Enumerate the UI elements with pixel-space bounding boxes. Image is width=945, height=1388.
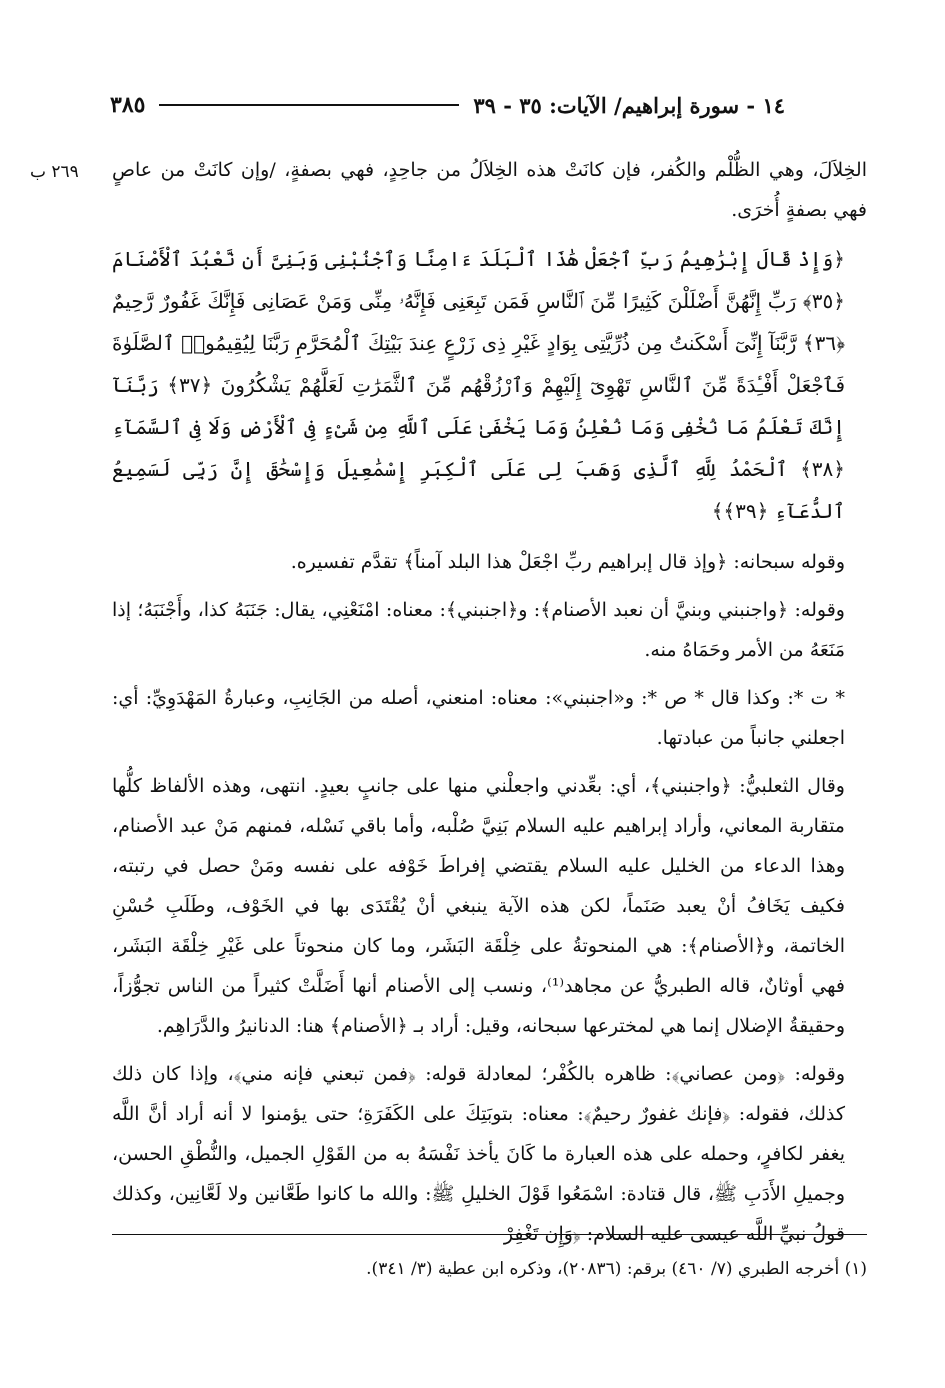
footnote-rule <box>112 1234 867 1235</box>
header-rule <box>159 104 459 106</box>
paragraph-3: وقوله سبحانه: ﴿وإذ قال إبراهيم ربِّ اجْعَلْ هذا البلد آمناً﴾ تقدَّم تفسيره. <box>290 551 845 573</box>
page-header <box>110 92 785 118</box>
paragraph-1: الخِلاَلَ، وهي الظُّلْم والكُفر، فإن كانَتْ هذه الخِلاَلُ من جاحِدٍ، فهي بصفةٍ، /وإن كانَتْ من عاصٍ فهي بصفةٍ أُخرَى. <box>112 159 867 221</box>
main-text <box>112 150 867 1262</box>
paragraph-5: * ت *: وكذا قال * ص *: و«اجنبني»: معناه: امنعني، أصله من الجَانِبِ، وعبارةُ المَهْدَوِيِّ: أي: اجعلني جانباً من عبادتها. <box>112 687 845 749</box>
quran-verses: ﴿وَإِذْ قَالَ إِبْرَٰهِيمُ رَبِّ ٱجْعَلْ هَٰذَا ٱلْبَلَدَ ءَامِنًا وَٱجْنُبْنِى وَبَنِىَّ أَن نَّعْبُدَ ٱلْأَصْنَامَ ﴿٣٥﴾ رَبِّ إِنَّهُنَّ أَضْلَلْنَ كَثِيرًا مِّنَ ٱلنَّاسِ فَمَن تَبِعَنِى فَإِنَّهُۥ مِنِّى وَمَنْ عَصَانِى فَإِنَّكَ غَفُورٌ رَّحِيمٌ ﴿٣٦﴾ رَّبَّنَآ إِنِّىٓ أَسْكَنتُ مِن ذُرِّيَّتِى بِوَادٍ غَيْرِ ذِى زَرْعٍ عِندَ بَيْتِكَ ٱلْمُحَرَّمِ رَبَّنَا لِيُقِيمُوا۟ ٱلصَّلَوٰةَ فَٱجْعَلْ أَفْـِٔدَةً مِّنَ ٱلنَّاسِ تَهْوِىٓ إِلَيْهِمْ وَٱرْزُقْهُم مِّنَ ٱلثَّمَرَٰتِ لَعَلَّهُمْ يَشْكُرُونَ ﴿٣٧﴾ رَبَّنَآ إِنَّكَ تَعْلَمُ مَا نُخْفِى وَمَا نُعْلِنُ وَمَا يَخْفَىٰ عَلَى ٱللَّهِ مِن شَىْءٍ فِى ٱلْأَرْضِ وَلَا فِى ٱلسَّمَآءِ ﴿٣٨﴾ ٱلْحَمْدُ لِلَّهِ ٱلَّذِى وَهَبَ لِى عَلَى ٱلْكِبَرِ إِسْمَٰعِيلَ وَإِسْحَٰقَ إِنَّ رَبِّى لَسَمِيعُ ٱلدُّعَآءِ ﴿٣٩﴾﴾ <box>112 247 845 523</box>
page-number: ٣٨٥ <box>110 92 146 118</box>
surah-title: ١٤ - سورة إبراهيم/ الآيات: ٣٥ - ٣٩ <box>473 92 785 118</box>
footnote: (١) أخرجه الطبري (٧/ ٤٦٠) برقم: (٢٠٨٣٦)، وذكره ابن عطية (٣/ ٣٤١). <box>366 1259 867 1279</box>
paragraph-4: وقوله: ﴿واجنبني وبنيَّ أن نعبد الأصنام﴾: و﴿اجنبني﴾: معناه: امْنَعْنِي، يقال: جَنَبَهُ كذا، وأَجْنَبَهُ؛ إذا مَنَعَهُ من الأمر وحَمَاهُ منه. <box>112 599 845 661</box>
margin-note: ٢٦٩ ب <box>30 162 79 182</box>
paragraph-6: وقال الثعلبيُّ: ﴿واجنبني﴾، أي: بعِّدني واجعلْني منها على جانبٍ بعيدٍ. انتهى، وهذه الألفاظ كلُّها متقاربة المعاني، وأراد إبراهيم عليه السلام بَنِيَّ صُلْبه، وأما باقي نَسْله، فمنهم مَنْ عبد الأصنام، وهذا الدعاء من الخليل عليه السلام يقتضي إفراطَ خَوْفه على نفسه ومَنْ حصل في رتبته، فكيف يَخَافُ أنْ يعبد صَنَماً، لكن هذه الآية ينبغي أنْ يُقْتَدَى بها في الخَوْف، وطَلَبِ حُسْنِ الخاتمة، و﴿الأصنام﴾: هي المنحوتةُ على خِلْقَة البَشَر، وما كان منحوتاً على غَيْرِ خِلْقَة البَشَر، فهي أوثانٌ، قاله الطبريُّ عن مجاهد⁽¹⁾، ونسب إلى الأصنام أنها أَضَلَّتْ كثيراً من الناس تجوُّزاً، وحقيقةُ الإضلال إنما هي لمخترعها سبحانه، وقيل: أراد بـ ﴿الأصنام﴾ هنا: الدنانيرُ والدَّرَاهِم. <box>112 775 845 1037</box>
paragraph-7: وقوله: ﴿ومن عصاني﴾: ظاهره بالكُفْر؛ لمعادلة قوله: ﴿فمن تبعني فإنه مني﴾، وإذا كان ذلك كذلك، فقوله: ﴿فإنك غفورٌ رحيمٌ﴾: معناه: بتوبَتِكَ على الكَفَرَةِ؛ حتى يؤمنوا لا أنه أراد أنَّ اللَّه يغفر لكافرٍ، وحمله على هذه العبارة ما كَانَ يأخذ نَفْسَهُ به من القَوْلِ الجميل، والنُّطْقِ الحسن، وجميلِ الأَدَبِ ﷺ، قال قتادة: اسْمَعُوا قَوْلَ الخليلِ ﷺ: والله ما كانوا طَعَّانين ولا لَعَّانِين، وكذلك قولُ نبيِّ اللَّه عيسى عليه السلام: ﴿وَإِن تَغْفِرْ <box>112 1063 845 1245</box>
